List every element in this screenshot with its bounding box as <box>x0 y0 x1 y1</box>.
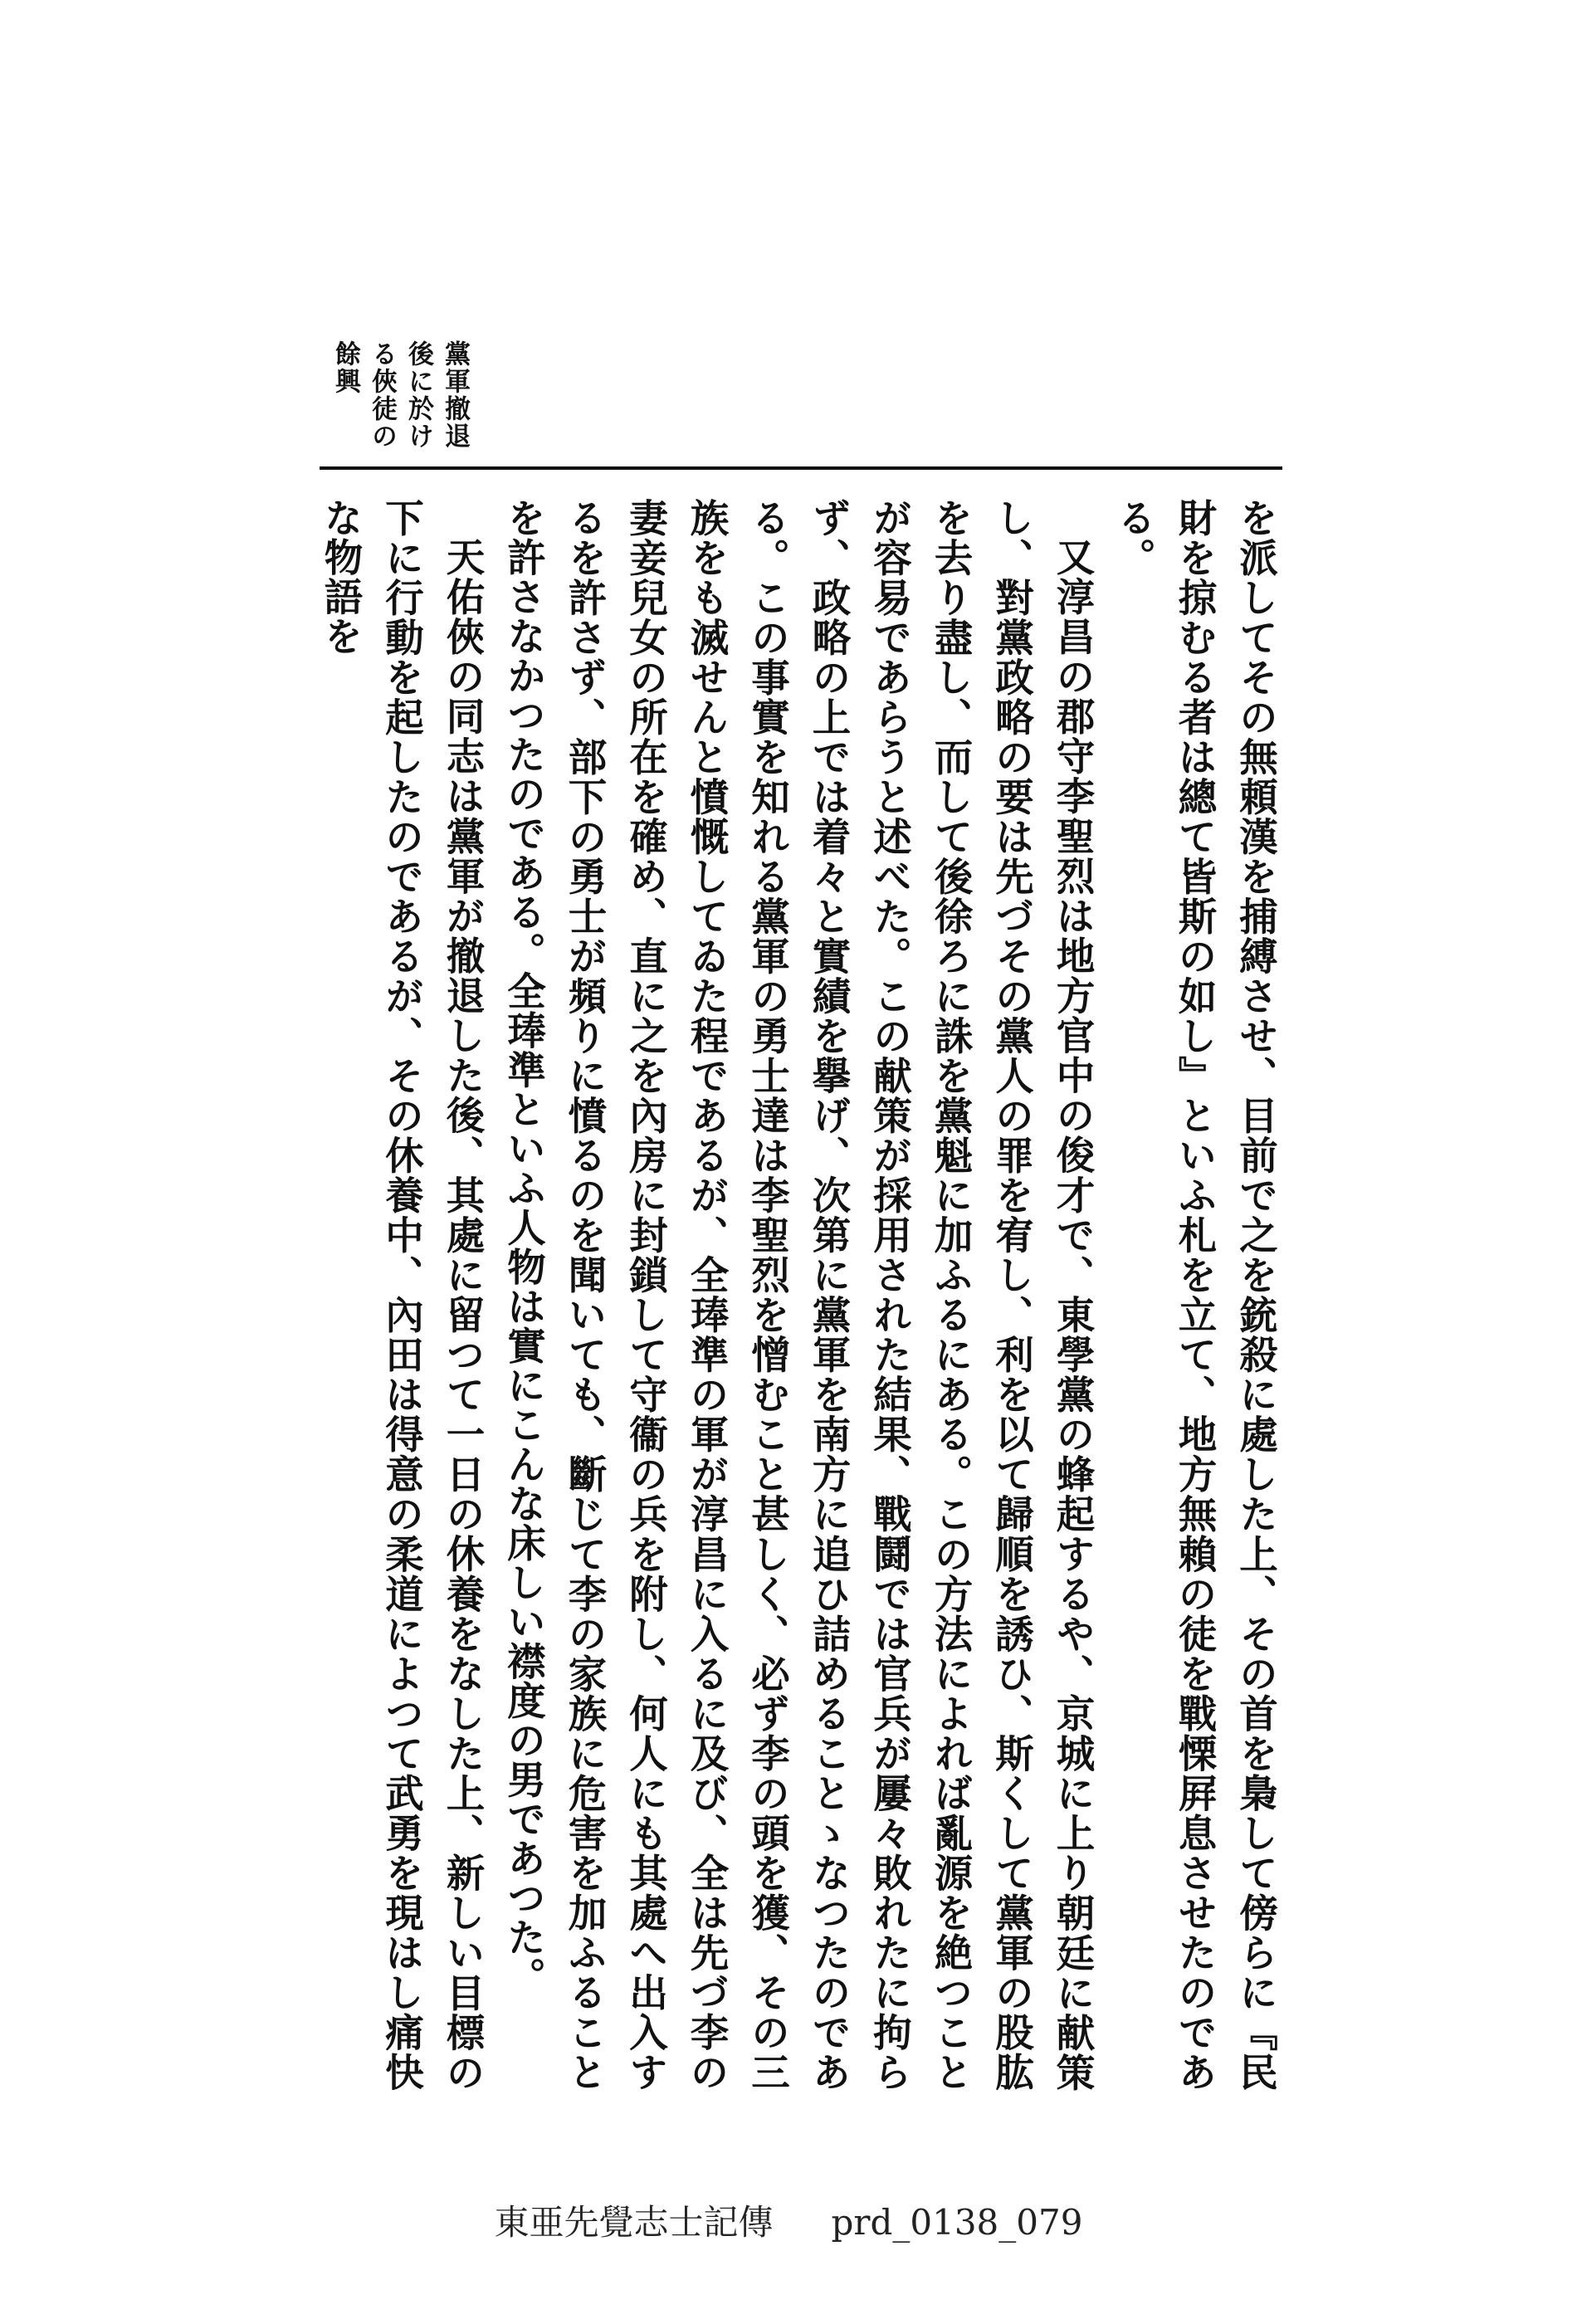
margin-heading: 黨軍撤退後に於ける俠徒の餘興 <box>330 340 470 450</box>
paragraph: 又淳昌の郡守李聖烈は地方官中の俊才で、東學黨の蜂起するや、京城に上り朝廷に献策し、對黨政略の要は先づその黨人の罪を宥し、利を以て歸順を誘ひ、斯くして黨軍の股肱を去り盡し、而して後徐ろに誅を黨魁に加ふるにある。この方法によれば亂源を絶つことが容易であらうと述べた。この献策が採用された結果、戰鬪では官兵が屢々敗れたに拘らず、政略の上では着々と實績を擧げ、次第に黨軍を南方に追ひ詰めることゝなつたのである。この事實を知れる黨軍の勇士達は李聖烈を憎むこと甚しく、必ず李の頭を獲、その三族をも滅せんと憤慨してゐた程であるが、全琫準の軍が淳昌に入るに及び、全は先づ李の妻妾兒女の所在を確め、直に之を內房に封鎖して守衞の兵を附し、何人にも其處へ出入するを許さず、部下の勇士が頻りに憤るのを聞いても、斷じて李の家族に危害を加ふることを許さなかつたのである。全琫準といふ人物は實にこんな床しい襟度の男であつた。 <box>501 498 1096 2092</box>
page-id: prd_0138_079 <box>831 2202 1083 2243</box>
header-rule <box>320 466 1282 470</box>
body-text <box>307 498 1286 2092</box>
page-footer <box>0 2195 1577 2245</box>
book-title: 東亜先覺志士記傳 <box>494 2202 774 2243</box>
paragraph: 天佑俠の同志は黨軍が撤退した後、其處に留つて一日の休養をなした上、新しい目標の下に行動を起したのであるが、その休養中、內田は得意の柔道によつて武勇を現はし痛快な物語を <box>318 498 486 2092</box>
paragraph: を派してその無頼漢を捕縛させ、目前で之を銃殺に處した上、その首を梟して傍らに『民財を掠むる者は總て皆斯の如し』といふ札を立て、地方無賴の徒を戰慄屛息させたのである。 <box>1111 498 1279 2092</box>
